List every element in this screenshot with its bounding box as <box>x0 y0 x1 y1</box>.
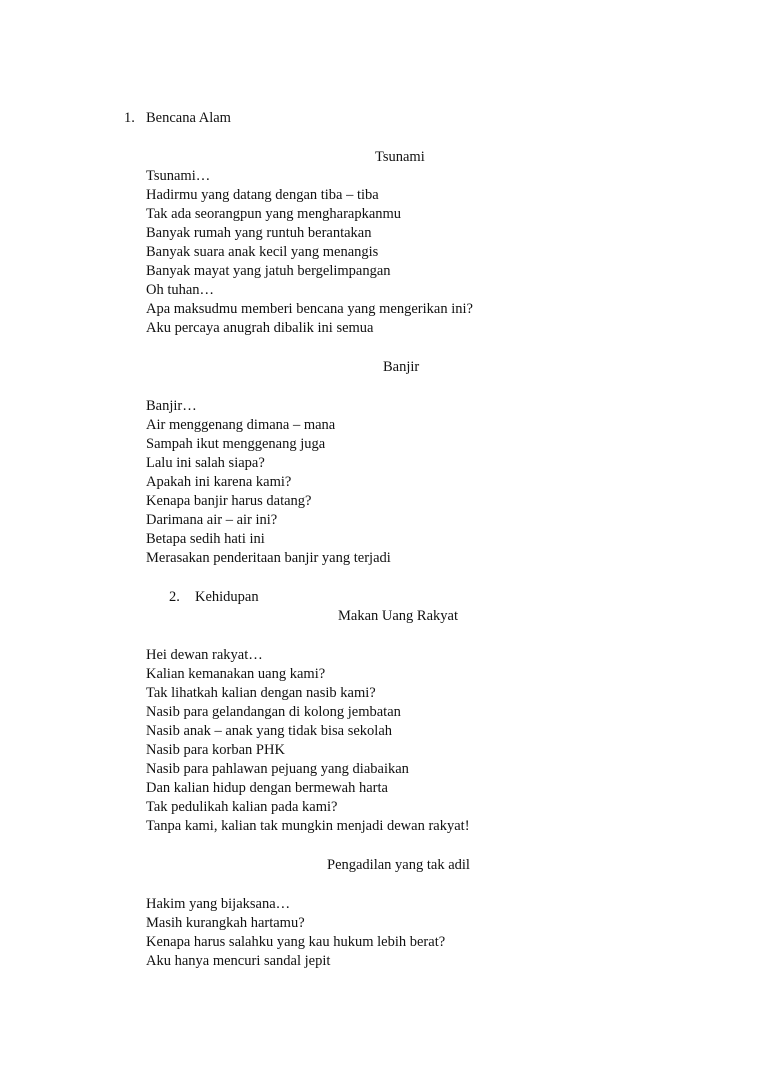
poem-line: Banyak mayat yang jatuh bergelimpangan <box>146 263 391 279</box>
poem-line: Dan kalian hidup dengan bermewah harta <box>146 780 388 796</box>
poem-line: Hei dewan rakyat… <box>146 647 263 663</box>
poem-line: Betapa sedih hati ini <box>146 531 265 547</box>
section-1-title: Bencana Alam <box>146 110 231 126</box>
poem-line: Oh tuhan… <box>146 282 215 298</box>
poem-line: Tak pedulikah kalian pada kami? <box>146 799 338 815</box>
poem-title-banjir: Banjir <box>383 359 420 375</box>
poem-line: Lalu ini salah siapa? <box>146 455 265 471</box>
poem-line: Kenapa harus salahku yang kau hukum lebih berat? <box>146 934 446 950</box>
poem-line: Merasakan penderitaan banjir yang terjadi <box>146 550 391 566</box>
poem-title-pengadilan: Pengadilan yang tak adil <box>327 857 470 873</box>
poem-title-tsunami: Tsunami <box>375 149 425 165</box>
poem-line: Banyak rumah yang runtuh berantakan <box>146 225 372 241</box>
poem-line: Tsunami… <box>146 168 211 184</box>
poem-line: Nasib para pahlawan pejuang yang diabaikan <box>146 761 409 777</box>
poem-line: Nasib anak – anak yang tidak bisa sekolah <box>146 723 393 739</box>
poem-line: Kalian kemanakan uang kami? <box>146 666 326 682</box>
poem-line: Kenapa banjir harus datang? <box>146 493 312 509</box>
section-2-number: 2. <box>169 589 180 605</box>
poem-line: Nasib para korban PHK <box>146 742 285 758</box>
poem-line: Nasib para gelandangan di kolong jembatan <box>146 704 401 720</box>
poem-line: Tak lihatkah kalian dengan nasib kami? <box>146 685 376 701</box>
poem-line: Apa maksudmu memberi bencana yang mengerikan ini? <box>146 301 473 317</box>
poem-line: Banjir… <box>146 398 197 414</box>
poem-line: Aku hanya mencuri sandal jepit <box>146 953 331 969</box>
poem-line: Tak ada seorangpun yang mengharapkanmu <box>146 206 402 222</box>
poem-line: Sampah ikut menggenang juga <box>146 436 326 452</box>
poem-line: Tanpa kami, kalian tak mungkin menjadi dewan rakyat! <box>146 818 470 834</box>
poem-line: Banyak suara anak kecil yang menangis <box>146 244 379 260</box>
poem-line: Hakim yang bijaksana… <box>146 896 291 912</box>
section-1-number: 1. <box>124 110 135 126</box>
poem-line: Aku percaya anugrah dibalik ini semua <box>146 320 374 336</box>
poem-line: Air menggenang dimana – mana <box>146 417 336 433</box>
poem-line: Darimana air – air ini? <box>146 512 278 528</box>
poem-line: Masih kurangkah hartamu? <box>146 915 305 931</box>
poem-title-makan-uang-rakyat: Makan Uang Rakyat <box>338 608 458 624</box>
section-2-title: Kehidupan <box>195 589 259 605</box>
poem-line: Hadirmu yang datang dengan tiba – tiba <box>146 187 379 203</box>
poem-line: Apakah ini karena kami? <box>146 474 292 490</box>
